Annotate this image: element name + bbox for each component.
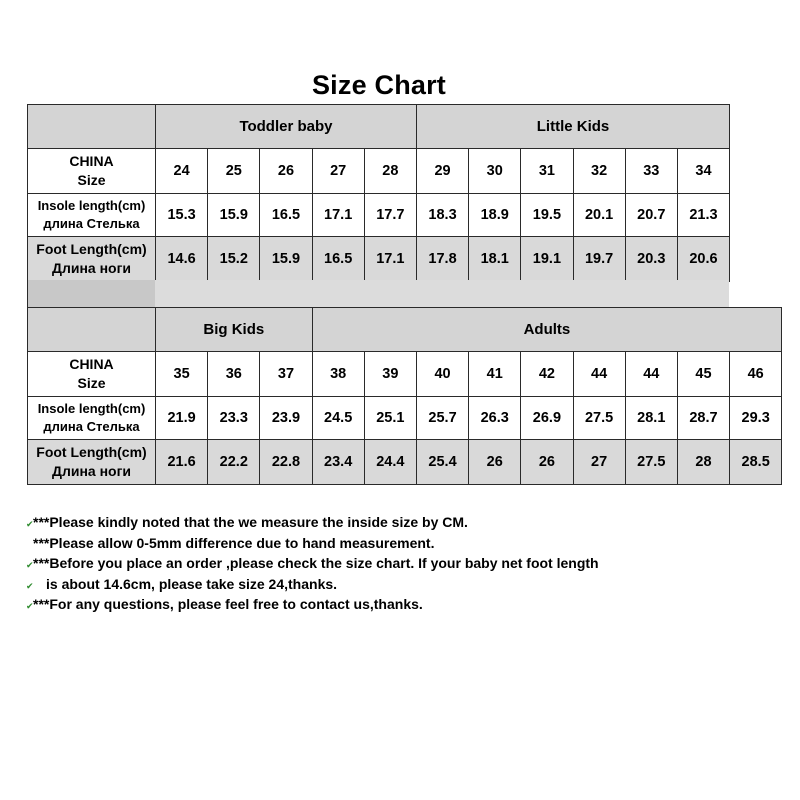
china-size-row-value: 26 xyxy=(260,149,312,194)
china-size-row-value: 35 xyxy=(156,352,208,397)
china-size-row-label-line-1: CHINA xyxy=(69,356,114,372)
green-tick-icon: ✔ xyxy=(26,601,34,611)
foot-length-row-label xyxy=(28,237,156,282)
separator-left-cell xyxy=(27,280,156,308)
note-line-2 xyxy=(30,533,730,554)
foot-length-row-value: 25.4 xyxy=(416,440,468,485)
foot-length-row-value: 28.5 xyxy=(730,440,782,485)
foot-length-row-value: 19.7 xyxy=(573,237,625,282)
note-line-5 xyxy=(26,594,730,615)
insole-length-row-value: 17.1 xyxy=(312,194,364,237)
china-size-row-value: 38 xyxy=(312,352,364,397)
foot-length-row-value: 19.1 xyxy=(521,237,573,282)
china-size-row-value: 37 xyxy=(260,352,312,397)
group-header-row xyxy=(28,308,782,352)
group-header-big-kids: Big Kids xyxy=(156,308,313,352)
group-header-little-kids: Little Kids xyxy=(416,105,729,149)
foot-length-row-value: 17.8 xyxy=(416,237,468,282)
china-size-row-label-line-2: Size xyxy=(77,172,106,188)
insole-length-row-value: 21.9 xyxy=(156,397,208,440)
foot-length-row-value: 27.5 xyxy=(625,440,677,485)
note-text: ***For any questions, please feel free to contact us,thanks. xyxy=(33,596,423,612)
insole-length-row-value: 15.9 xyxy=(208,194,260,237)
china-size-row-label xyxy=(28,149,156,194)
table-separator-strip xyxy=(27,280,781,308)
china-size-row-value: 31 xyxy=(521,149,573,194)
foot-length-row-value: 22.8 xyxy=(260,440,312,485)
insole-length-row-label-line-1: Insole length(cm) xyxy=(37,401,146,416)
insole-length-row-value: 29.3 xyxy=(730,397,782,440)
foot-length-row-label-line-1: Foot Length(cm) xyxy=(36,241,147,257)
insole-length-row-value: 18.3 xyxy=(416,194,468,237)
foot-length-row-value: 28 xyxy=(677,440,729,485)
insole-length-row-label-line-2: длина Стелька xyxy=(43,216,140,231)
foot-length-row xyxy=(28,237,730,282)
china-size-row-value: 39 xyxy=(364,352,416,397)
group-header-adults: Adults xyxy=(312,308,782,352)
foot-length-row-value: 26 xyxy=(521,440,573,485)
china-size-row-value: 27 xyxy=(312,149,364,194)
china-size-row-value: 40 xyxy=(416,352,468,397)
corner-cell xyxy=(28,308,156,352)
foot-length-row-value: 16.5 xyxy=(312,237,364,282)
china-size-row-value: 45 xyxy=(677,352,729,397)
insole-length-row-value: 25.1 xyxy=(364,397,416,440)
insole-length-row-value: 24.5 xyxy=(312,397,364,440)
china-size-row-value: 46 xyxy=(730,352,782,397)
foot-length-row xyxy=(28,440,782,485)
insole-length-row-value: 21.3 xyxy=(677,194,729,237)
note-text: ***Please kindly noted that the we measure the inside size by CM. xyxy=(33,514,468,530)
notes-section xyxy=(26,512,730,615)
foot-length-row-value: 26 xyxy=(469,440,521,485)
note-text: ***Please allow 0-5mm difference due to hand measurement. xyxy=(33,534,435,551)
insole-length-row-value: 28.1 xyxy=(625,397,677,440)
insole-length-row-value: 26.3 xyxy=(469,397,521,440)
insole-length-row-value: 18.9 xyxy=(469,194,521,237)
green-tick-icon: ✔ xyxy=(26,560,34,570)
china-size-row-label-line-2: Size xyxy=(77,375,106,391)
foot-length-row-value: 27 xyxy=(573,440,625,485)
china-size-row-value: 42 xyxy=(521,352,573,397)
china-size-row-value: 30 xyxy=(469,149,521,194)
foot-length-row-value: 24.4 xyxy=(364,440,416,485)
foot-length-row-value: 15.2 xyxy=(208,237,260,282)
foot-length-row-value: 18.1 xyxy=(469,237,521,282)
china-size-row-value: 25 xyxy=(208,149,260,194)
separator-right-cell xyxy=(155,280,729,308)
insole-length-row-value: 16.5 xyxy=(260,194,312,237)
note-line-4 xyxy=(26,574,730,595)
size-table-big-kids-adults xyxy=(27,307,782,485)
size-table-kids xyxy=(27,104,730,282)
page-title: Size Chart xyxy=(311,70,447,100)
foot-length-row-value: 20.6 xyxy=(677,237,729,282)
note-text: ***Before you place an order ,please check the size chart. If your baby net foot length xyxy=(33,555,599,571)
china-size-row-value: 34 xyxy=(677,149,729,194)
china-size-row-value: 28 xyxy=(364,149,416,194)
insole-length-row-value: 20.1 xyxy=(573,194,625,237)
china-size-row-value: 29 xyxy=(416,149,468,194)
foot-length-row-value: 22.2 xyxy=(208,440,260,485)
insole-length-row xyxy=(28,397,782,440)
group-header-toddler-baby: Toddler baby xyxy=(156,105,417,149)
insole-length-row-label-line-1: Insole length(cm) xyxy=(37,198,146,213)
insole-length-row-label-line-2: длина Стелька xyxy=(43,419,140,434)
china-size-row-value: 32 xyxy=(573,149,625,194)
china-size-row-label-line-1: CHINA xyxy=(69,153,114,169)
insole-length-row-label xyxy=(28,194,156,237)
foot-length-row-value: 21.6 xyxy=(156,440,208,485)
foot-length-row-value: 15.9 xyxy=(260,237,312,282)
foot-length-row-value: 17.1 xyxy=(364,237,416,282)
china-size-row-value: 44 xyxy=(625,352,677,397)
foot-length-row-label-line-2: Длина ноги xyxy=(51,463,132,479)
foot-length-row-label-line-2: Длина ноги xyxy=(51,260,132,276)
insole-length-row xyxy=(28,194,730,237)
green-tick-icon: ✔ xyxy=(26,580,34,591)
foot-length-row-value: 23.4 xyxy=(312,440,364,485)
insole-length-row-label xyxy=(28,397,156,440)
china-size-row-value: 24 xyxy=(156,149,208,194)
note-line-1 xyxy=(26,512,730,533)
china-size-row xyxy=(28,149,730,194)
foot-length-row-label-line-1: Foot Length(cm) xyxy=(36,444,147,460)
china-size-row-label xyxy=(28,352,156,397)
green-tick-icon: ✔ xyxy=(26,519,34,529)
insole-length-row-value: 19.5 xyxy=(521,194,573,237)
insole-length-row-value: 23.3 xyxy=(208,397,260,440)
corner-cell xyxy=(28,105,156,149)
insole-length-row-value: 27.5 xyxy=(573,397,625,440)
foot-length-row-value: 14.6 xyxy=(156,237,208,282)
note-text: is about 14.6cm, please take size 24,thanks. xyxy=(46,575,338,592)
insole-length-row-value: 23.9 xyxy=(260,397,312,440)
insole-length-row-value: 17.7 xyxy=(364,194,416,237)
insole-length-row-value: 25.7 xyxy=(416,397,468,440)
group-header-row xyxy=(28,105,730,149)
china-size-row-value: 33 xyxy=(625,149,677,194)
china-size-row-value: 36 xyxy=(208,352,260,397)
china-size-row xyxy=(28,352,782,397)
insole-length-row-value: 20.7 xyxy=(625,194,677,237)
foot-length-row-value: 20.3 xyxy=(625,237,677,282)
note-line-3 xyxy=(26,553,730,574)
china-size-row-value: 41 xyxy=(469,352,521,397)
insole-length-row-value: 26.9 xyxy=(521,397,573,440)
foot-length-row-label xyxy=(28,440,156,485)
china-size-row-value: 44 xyxy=(573,352,625,397)
insole-length-row-value: 28.7 xyxy=(677,397,729,440)
insole-length-row-value: 15.3 xyxy=(156,194,208,237)
